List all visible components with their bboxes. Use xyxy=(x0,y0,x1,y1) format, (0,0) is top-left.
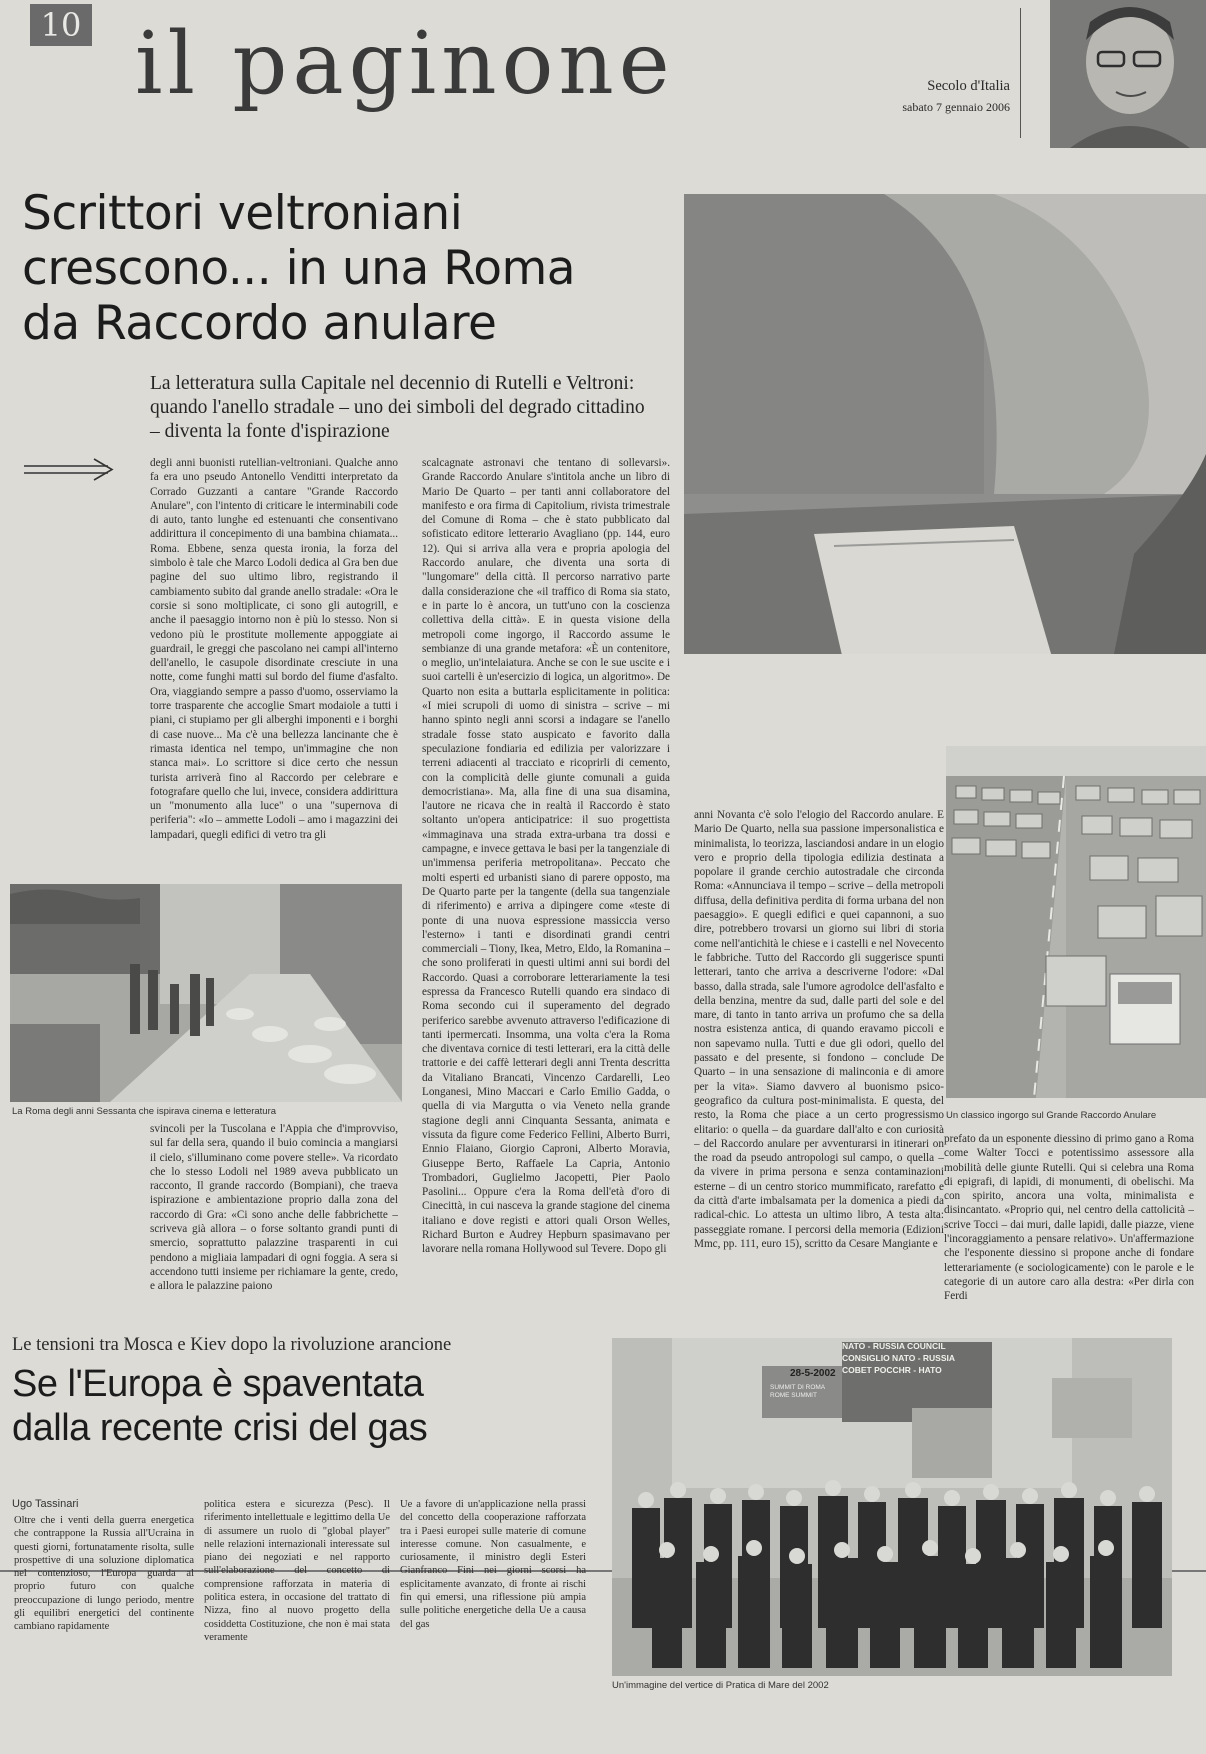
summit-banner-date: 28-5-2002 xyxy=(790,1368,836,1379)
headline-line-2: crescono... in una Roma xyxy=(22,241,576,296)
subheadline: La letteratura sulla Capitale nel decennio di Rutelli e Veltroni: quando l'anello stradale – uno dei simboli del degrado cittadino – diventa la fonte d'ispirazione xyxy=(150,373,645,442)
summit-banner-line-3: COBET POCCHR - HATO xyxy=(842,1365,942,1375)
summit-banner-small-2: ROME SUMMIT xyxy=(770,1392,817,1399)
main-article-column-1-bottom: svincoli per la Tuscolana e l'Appia che d'improvviso, sul far della sera, quando il buio comincia a mangiarsi il cielo, s'illuminano come povere stelle». Va ricordato che lo stesso Lodoli nel 1989 aveva pubblicato un racconto, Il grande raccordo (Bompiani), che traeva ispirazione e ambientazione proprio dalla zona del raccordo di Gra: «Ci sono anche delle fabbrichette – scriveva già allora – o forse soltanto grandi punti di smercio, soprattutto palazzine trasparenti in cui pendono a migliaia lampadari di ogni foggia. A sera si accendono tutti insieme per richiamare la gente, credo, e allora le palazzine paiono xyxy=(150,1123,398,1293)
second-headline-line-1: Se l'Europa è spaventata xyxy=(12,1363,424,1405)
photo-traffic-jam xyxy=(946,746,1206,1098)
page-number: 10 xyxy=(40,6,82,44)
main-article-column-4: prefato da un esponente diessino di primo gano a Roma come Walter Tocci e potentissimo assessore alla mobilità delle giunte Rutelli. Qui si celebra una Roma di epigrafi, di lapidi, di monumenti, di obelischi. Ma con spirito, ancora una volta, minimalista e disincantato. «Proprio qui, nel centro della cattolicità – scrive Tocci – dai muri, dalle lapidi, dalle piazze, viene l'incoraggiamento a pensare relativo». Un'affermazione che l'esponente diessino si propone anche di fondare letterariamente (e sociologicamente) con le parole e le categorie di un autore caro alla destra: «Per dirla con Ferdi xyxy=(944,1133,1194,1303)
main-headline xyxy=(22,186,672,351)
header-vertical-rule xyxy=(1020,8,1021,138)
second-article-headline xyxy=(12,1362,572,1450)
second-article-column-3: Ue a favore di un'applicazione nella prassi del concetto della cooperazione rafforzata tra i Paesi europei sulle materie di comune interesse comune. Non casualmente, e curiosamente, il ministro degli Esteri Gianfranco Fini nei giorni scorsi ha esplicitamente avanzato, di fronte ai rischi fin qui emersi, una riflessione più ampia sulle politiche energetiche della Ue a causa del gas xyxy=(400,1499,586,1630)
photo-rome-sixties-street xyxy=(10,884,402,1102)
second-article-column-1: Oltre che i venti della guerra energetica che contrappone la Russia all'Ucraina in questi giorni, fortunatamente risolta, sulle prospettive di una soluzione diplomatica nel contenzioso, l'Europa guarda al proprio futuro con qualche preoccupazione di lungo periodo, mentre gli equilibri energetici del continente cambiano rapidamente xyxy=(14,1515,194,1633)
headline-line-1: Scrittori veltroniani xyxy=(22,186,463,241)
main-article-column-2: scalcagnate astronavi che tentano di sollevarsi». Grande Raccordo Anulare s'intitola anche un libro di Mario De Quarto – per tanti anni collaboratore del manifesto e ora firma di Capitolium, rivista trimestrale del Comune di Roma – che è stato pubblicato dal sofisticato editore letterario Avagliano (pp. 144, euro 12). Qui si arriva alla vera e propria apologia del Raccordo anulare, che diventa una sorta di "lungomare" della città. Il percorso narrativo parte dalla considerazione che «il traffico di Roma sia stato, e in parte lo è ancora, un tutt'uno con la coscienza collettiva della città». E in questa visione della metropoli come ingorgo, il Raccordo assume le sembianze di una grande metafora: «È un contenitore, o meglio, un'intelaiatura. Anche se con le sue uscite e i suoi cartelli è un'esercizio di logica, un algoritmo». De Quarto non esita a buttarla esplicitamente in politica: «I miei scrupoli di uomo di sinistra – scrive – mi hanno spinto negli anni scorsi a indagare se l'anello stradale fosse stato auspicato e favorito dalla speculazione fondiaria ed edilizia per valorizzare i terreni adiacenti al tracciato e ricoprirli di cemento, con la complicità delle giunte comunali a guida democristiana». Ma, alla fine di una sua disamina, l'autore ne ricava che in realtà il Raccordo è stato soltanto un'opera anticipatrice: il suo progettista «immaginava una strada extra-urbana tra dossi e campagne, e invece gettava le basi per la tangenziale di un'immensa periferia metropolitana». Peccato che molti esperti ed urbanisti siano di parere opposto, ma De Quarto parte per la tangente (della sua tangenziale di riferimento) e arriva a dipingere come «teste di ponte di una nuova espressione massiccia verso l'esterno» i tanti e disordinati grandi centri commerciali – Tiony, Ikea, Metro, Eldo, la Romanina – che sono proliferati in questi ultimi anni sui bordi del Raccordo. Quasi a corroborare letterariamente la tesi espressa da Francesco Rutelli quando era sindaco di Roma secondo cui il superamento del degrado periferico sarebbe avvenuto attraverso l'edificazione di tanti ipermercati. Insomma, una volta c'era la Roma che diventava cornice di testi letterari, era la città delle trattorie e dei caffè letterari degli anni Trenta descritta da Vitaliano Brancati, Vincenzo Cardarelli, Leo Longanesi, Mino Maccari e Carlo Emilio Gadda, o quella di via Margutta o via Veneto nella grande stagione degli anni Cinquanta Sessanta, animata e vissuta da figure come Federico Fellini, Alberto Burri, Ennio Flaiano, Giorgio Caproni, Alberto Moravia, Giuseppe Berto, Raffaele La Capria, Antonio Trombadori, Guglielmo Jacopetti, Pier Paolo Pasolini... Oppure c'era la Roma dell'età d'oro di Cinecittà, in cui nasceva la grande stagione del cinema italiano e dove registi e attori quali Orson Welles, Richard Burton e Audrey Hepburn spasimavano per lavorare nella romana Hollywood sul Tevere. Dopo gli xyxy=(422,457,670,1256)
section-title: il paginone xyxy=(135,14,675,114)
photo-street-caption: La Roma degli anni Sessanta che ispirava cinema e letteratura xyxy=(12,1106,277,1117)
arrow-icon xyxy=(24,458,114,482)
main-article-column-3: anni Novanta c'è solo l'elogio del Raccordo anulare. E Mario De Quarto, nella sua passione impersonalistica e minimalista, lo teorizza, lasciandosi andare in un elogio vero e proprio della tipologia edilizia destinata a popolare il grande cerchio autostradale che circonda Roma: «Annunciava il tempo – scrive – della metropoli diffusa, della definitiva perdita di forma urbana del non paesaggio». E quegli edifici e quei capannoni, a suo dire, potrebbero trovarsi un giorno sui libri di storia come nell'antichità le chiese e i castelli e nel Novecento le fabbriche. Tutto del Raccordo gli suggerisce spunti letterari, tanto che arriva a descriverne l'odore: «Dal basso, dalla strada, sale l'umore agrodolce dell'asfalto e della benzina, mentre da sud, dalle parti del sole e del mare, di tanto in tanto arriva un profumo che sa della nostra esistenza antica, di quando eravamo piccoli e non sapevamo nulla. Tutti e due gli odori, quello del passato e del presente, si fondono – conclude De Quarto – in una sensazione di malinconia e di amore per la vita». Siamo davvero al buonismo psico-geografico da cultura post-minimalista. E questa, del resto, la Roma che piace a un certo progressismo elitario: o quella – da guardare dall'alto e con curiosità – del Raccordo anulare per avventurarsi in itinerari on the road da pseudo antropologi sul campo, o quella – da vivere in prima persona e senza contaminazioni esterne – di un centro storico mummificato, rarefatto e da città d'arte imbalsamata per la domenica a piedi da radical-chic. Lo attesta un ultimo libro, A testa alta: passeggiate romane. I percorsi della memoria (Edizioni Mmc, pp. 111, euro 15), scritto da Cesare Mangiante e xyxy=(694,809,944,1250)
headline-line-3: da Raccordo anulare xyxy=(22,296,497,351)
summit-banner-small xyxy=(770,1384,825,1400)
summit-banner-line-2: CONSIGLIO NATO - RUSSIA xyxy=(842,1353,956,1363)
second-article-kicker: Le tensioni tra Mosca e Kiev dopo la rivoluzione arancione xyxy=(12,1335,452,1355)
main-article-column-1: degli anni buonisti rutellian-veltroniani. Qualche anno fa era uno pseudo Antonello Venditti interpretato da Corrado Guzzanti a cantare "Grande Raccordo Anulare", con l'intento di criticare le interminabili code di auto, tanto lunghe ed estenuanti che consentivano addirittura il concepimento di una bambina chiamata... Roma. Ebbene, senza questa ironia, la forza del simbolo è tale che Marco Lodoli dedica al Gra ben due pagine del suo ultimo libro, registrando il cambiamento subito dal grande anello stradale: «Ora le corsie si sono moltiplicate, ci sono gli autogrill, e anche il paesaggio intorno non è più lo stesso. Non si vedono più le prostitute mollemente appoggiate ai guardrail, le greggi che pascolano nei campi all'interno dell'anello, le casupole disordinate cresciute in una notte, come funghi matti sul bordo del fiume d'asfalto. Ora, viaggiando sempre a passo d'uomo, osserviamo la torre trasparente che accoglie Smart modaiole a tutti i piani, ci stupiamo per gli alberghi imponenti e i borghi di case nuove... Ma c'è una bellezza lancinante che è rimasta identica nel tempo, un'immagine che non stanca mai». Lo scrittore si dice certo che nessun turista arriverà fino al Raccordo per celebrare e fotografare quello che lui, invece, considera addirittura un "monumento alla luce" o una "supernova di periferia": «Io – ammette Lodoli – amo i magazzini dei lampadari, quegli edifici di vetro tra gli xyxy=(150,457,398,841)
photo-traffic-caption: Un classico ingorgo sul Grande Raccordo Anulare xyxy=(946,1110,1157,1121)
second-article-byline: Ugo Tassinari xyxy=(12,1498,79,1510)
publication-date: sabato 7 gennaio 2006 xyxy=(902,100,1010,114)
summit-banner-text xyxy=(842,1340,992,1376)
second-headline-line-2: dalla recente crisi del gas xyxy=(12,1407,428,1449)
summit-banner-small-1: SUMMIT DI ROMA xyxy=(770,1384,826,1391)
summit-photo-caption: Un'immagine del vertice di Pratica di Mare del 2002 xyxy=(612,1680,829,1691)
photo-summit-group xyxy=(612,1338,1172,1676)
author-portrait xyxy=(1050,0,1206,148)
photo-hand-document xyxy=(684,194,1206,654)
summit-banner-line-1: NATO - RUSSIA COUNCIL xyxy=(842,1341,946,1351)
second-article-column-2: politica estera e sicurezza (Pesc). Il riferimento intellettuale e legittimo della Ue di assumere un ruolo di "global player" nelle relazioni internazionali interessate sul piano dei negoziati e nel rapporto sull'elaborazione del concetto di comprensione rafforzata in materia di politica estera, in occasione del trattato di Nizza, fino al nuovo progetto della cosiddetta Costituzione, che non è mai stata veramente xyxy=(204,1499,390,1643)
publication-name: Secolo d'Italia xyxy=(927,78,1010,94)
